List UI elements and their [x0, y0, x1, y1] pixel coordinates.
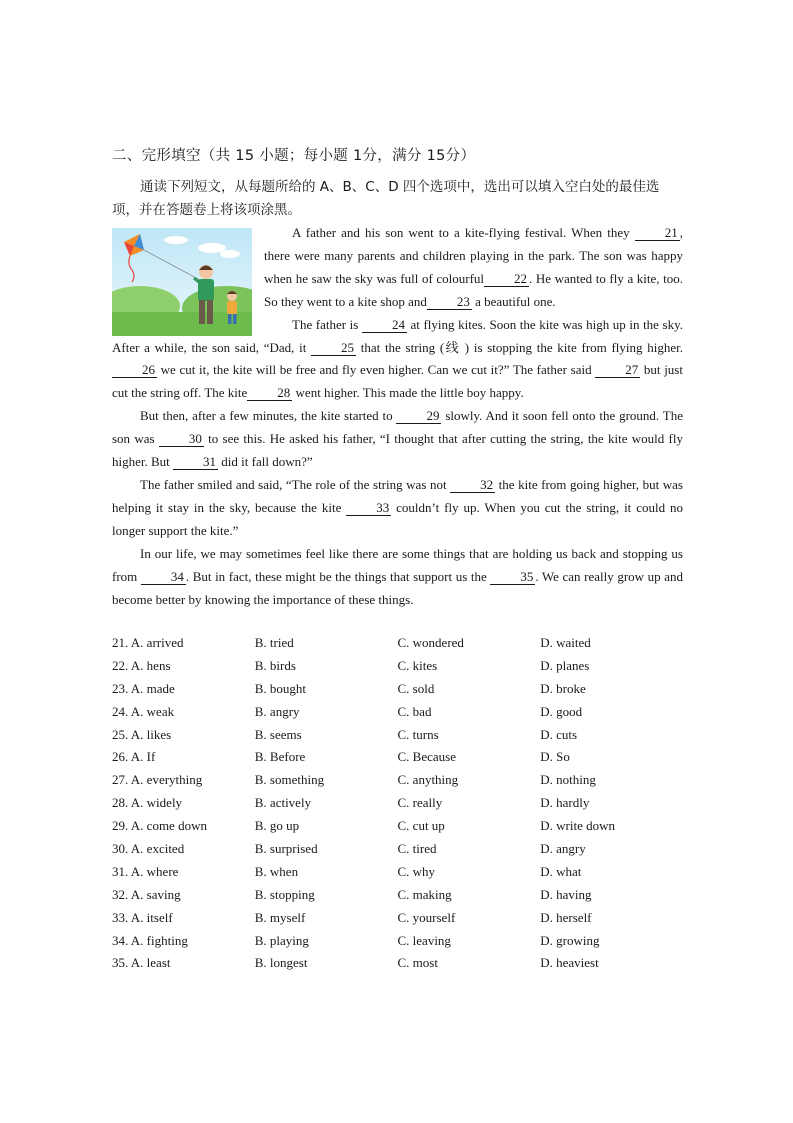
option-b: B. when [254, 863, 299, 879]
option-d: D. what [540, 863, 582, 879]
option-c: C. tired [397, 841, 437, 857]
option-c: C. making [397, 886, 452, 902]
text: A father and his son went to a kite-flying festival. When they [292, 225, 635, 240]
option-row [112, 838, 683, 861]
cloze-passage [112, 222, 683, 611]
option-row [112, 724, 683, 747]
section-title: 二、完形填空（共 15 小题；每小题 1分，满分 15分） [112, 148, 476, 164]
option-a: 33. A. itself [112, 909, 173, 925]
text: The father is [292, 316, 362, 332]
option-b: B. tried [254, 635, 294, 650]
option-c: C. turns [397, 726, 439, 742]
option-d: D. cuts [540, 726, 578, 742]
text: . But in fact, these might be the things that support us the [185, 568, 491, 584]
blank-30: 30 [159, 431, 204, 447]
blank-35: 35 [490, 569, 535, 585]
text: The father smiled and said, “The role of the string was not [140, 476, 451, 492]
option-a: 32. A. saving [112, 886, 181, 902]
blank-23: 23 [427, 294, 472, 310]
option-row [112, 907, 683, 930]
option-c: C. wondered [397, 635, 464, 650]
option-d: D. angry [540, 841, 586, 857]
option-row [112, 746, 683, 769]
kite-illustration [112, 228, 252, 336]
option-c: C. really [397, 795, 443, 811]
option-row [112, 632, 683, 655]
blank-26: 26 [112, 362, 157, 378]
option-b: B. birds [254, 657, 296, 673]
text: . He wanted to fly a kite, too. So they went to a kite shop and [264, 270, 683, 309]
text: But then, after a few minutes, the kite started to [140, 408, 397, 424]
option-d: D. having [540, 886, 592, 902]
option-c: C. yourself [397, 909, 456, 925]
option-d: D. write down [540, 818, 615, 834]
blank-27: 27 [595, 362, 640, 378]
option-row [112, 952, 683, 975]
option-d: D. nothing [540, 772, 596, 788]
option-row [112, 792, 683, 815]
blank-22: 22 [484, 271, 529, 287]
option-d: D. heaviest [540, 955, 599, 971]
option-b: B. playing [254, 932, 309, 948]
option-d: D. growing [540, 932, 600, 948]
option-row [112, 930, 683, 953]
option-b: B. surprised [254, 841, 318, 857]
option-a: 34. A. fighting [112, 932, 188, 948]
text: , there were many parents and children playing in the park. The son was happy when he saw the sky was full of colourful [264, 225, 683, 286]
option-c: C. leaving [397, 932, 451, 948]
option-b: B. longest [254, 955, 308, 971]
option-a: 30. A. excited [112, 841, 185, 857]
blank-21: 21 [635, 225, 680, 241]
option-c: C. most [397, 955, 438, 971]
text: In our life, we may sometimes feel like there are some things that are holding us back and stopping us from [112, 545, 683, 584]
option-b: B. stopping [254, 886, 315, 902]
paragraph-3 [112, 405, 683, 474]
option-row [112, 678, 683, 701]
text: went higher. This made the little boy happy. [292, 385, 524, 401]
text: at flying kites. Soon the kite was high up in the sky. After a while, the son said, “Dad, it [112, 316, 683, 355]
option-a: 23. A. made [112, 680, 175, 696]
option-a: 24. A. weak [112, 703, 175, 719]
option-a: 29. A. come down [112, 818, 207, 834]
blank-24: 24 [362, 317, 407, 333]
option-d: D. herself [540, 909, 592, 925]
option-a: 26. A. If [112, 749, 156, 765]
blank-33: 33 [346, 500, 391, 516]
option-a: 25. A. likes [112, 726, 172, 742]
text: a beautiful one. [471, 293, 556, 309]
option-d: D. So [540, 749, 570, 765]
blank-31: 31 [173, 454, 218, 470]
option-c: C. anything [397, 772, 459, 788]
option-b: B. actively [254, 795, 312, 811]
option-row [112, 861, 683, 884]
text: but just cut the string off. The kite [112, 362, 683, 401]
blank-32: 32 [450, 477, 495, 493]
option-b: B. Before [254, 749, 306, 765]
option-d: D. planes [540, 657, 590, 673]
option-c: C. why [397, 863, 436, 879]
option-b: B. go up [254, 818, 300, 834]
blank-34: 34 [141, 569, 186, 585]
option-row [112, 884, 683, 907]
option-c: C. sold [397, 680, 435, 696]
option-a: 22. A. hens [112, 657, 171, 673]
option-a: 27. A. everything [112, 772, 203, 788]
option-a: 31. A. where [112, 863, 179, 879]
option-a: 21. A. arrived [112, 635, 184, 650]
option-row [112, 815, 683, 838]
blank-29: 29 [396, 408, 441, 424]
text: did it fall down?” [218, 454, 313, 470]
option-b: B. bought [254, 680, 307, 696]
text: the kite from going higher, but was helping it stay in the sky, because the kite [112, 476, 683, 515]
text: we cut it, the kite will be free and fly even higher. Can we cut it?” The father said [157, 362, 596, 378]
text: that the string (线 ) is stopping the kite from flying higher. [356, 339, 683, 355]
answer-options [112, 632, 683, 975]
option-d: D. waited [540, 635, 591, 650]
text: slowly. And it soon fell onto the ground. The son was [112, 408, 683, 447]
option-b: B. myself [254, 909, 306, 925]
instructions: 通读下列短文，从每题所给的 A、B、C、D 四个选项中，选出可以填入空白处的最佳选项，并在答题卷上将该项涂黑。 [112, 179, 660, 218]
paragraph-5 [112, 543, 683, 612]
text: to see this. He asked his father, “I thought that after cutting the string, the kite would fly higher. But [112, 431, 683, 470]
option-a: 28. A. widely [112, 795, 183, 811]
option-b: B. something [254, 772, 325, 788]
option-c: C. Because [397, 749, 456, 765]
option-a: 35. A. least [112, 955, 171, 971]
option-c: C. kites [397, 657, 438, 673]
option-d: D. good [540, 703, 583, 719]
option-c: C. cut up [397, 818, 445, 834]
option-row [112, 655, 683, 678]
blank-28: 28 [247, 385, 292, 401]
text: . We can really grow up and become better by knowing the importance of these things. [112, 568, 683, 607]
option-d: D. hardly [540, 795, 590, 811]
blank-25: 25 [311, 340, 356, 356]
option-d: D. broke [540, 680, 586, 696]
text: couldn’t fly up. When you cut the string, it could no longer support the kite.” [112, 499, 683, 538]
option-b: B. seems [254, 726, 302, 742]
option-b: B. angry [254, 703, 300, 719]
option-row [112, 769, 683, 792]
paragraph-4 [112, 474, 683, 543]
option-row [112, 701, 683, 724]
option-c: C. bad [397, 703, 432, 719]
